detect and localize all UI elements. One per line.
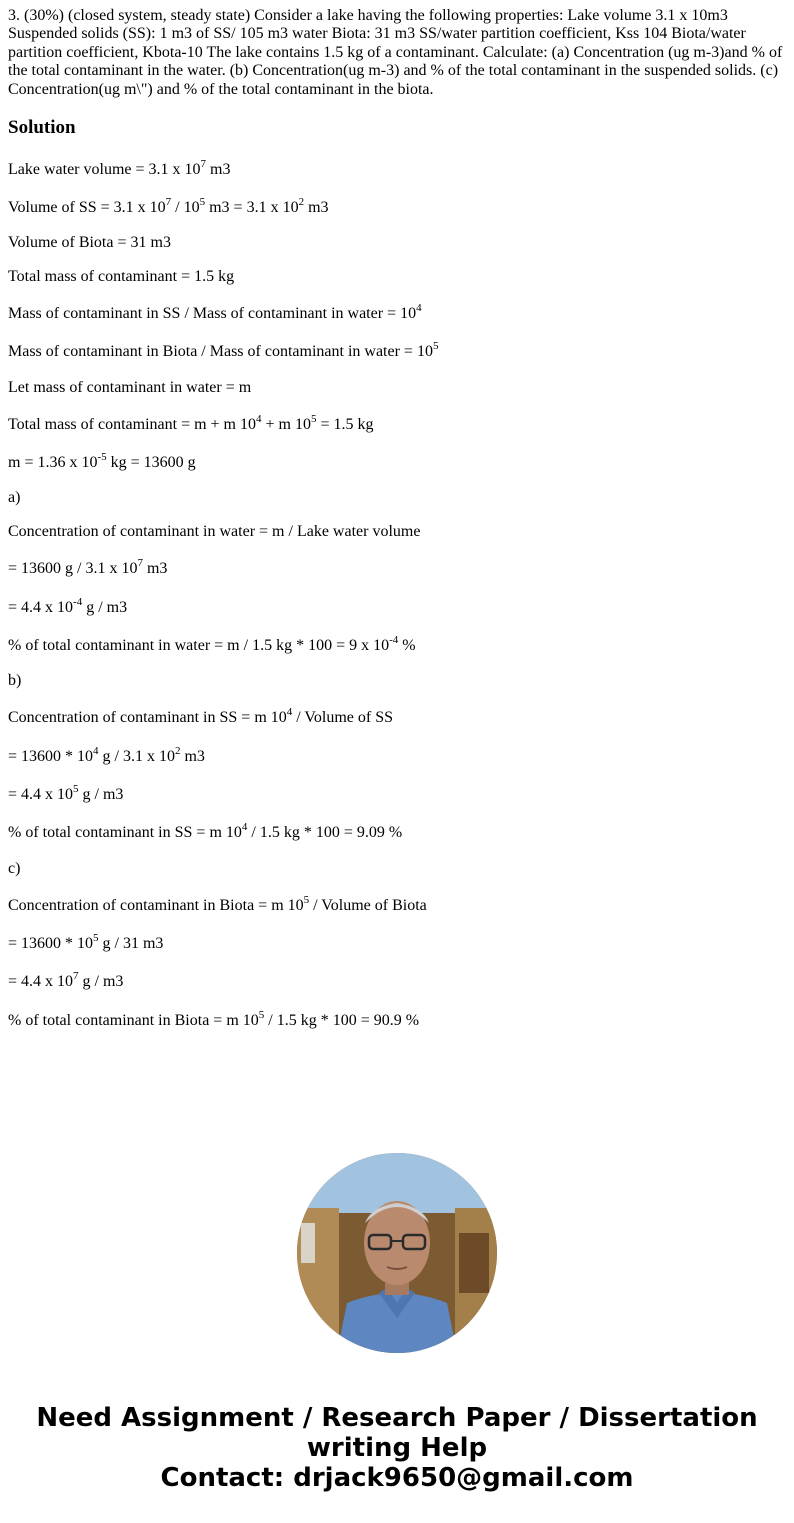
- line-text: % of total contaminant in Biota = m 10: [8, 1012, 259, 1029]
- exponent: 7: [200, 157, 207, 170]
- solution-line: [8, 556, 168, 578]
- solution-line: [8, 969, 124, 991]
- line-text: Let mass of contaminant in water = m: [8, 379, 252, 396]
- line-text: kg = 13600 g: [106, 454, 196, 471]
- exponent: 7: [165, 195, 172, 208]
- exponent: 5: [310, 412, 317, 425]
- line-text: = 4.4 x 10: [8, 786, 74, 803]
- exponent: 4: [241, 820, 248, 833]
- exponent: 2: [298, 195, 305, 208]
- line-text: = 1.5 kg: [316, 416, 374, 433]
- exponent: 7: [73, 969, 79, 982]
- line-text: Concentration of contaminant in SS = m 10: [8, 709, 287, 726]
- line-text: / Volume of Biota: [309, 897, 427, 914]
- solution-line: [8, 339, 439, 361]
- assignment-help-banner: [0, 1403, 794, 1493]
- line-text: g / 3.1 x 10: [98, 748, 175, 765]
- line-text: Lake water volume = 3.1 x 10: [8, 161, 201, 178]
- solution-line: [8, 157, 231, 179]
- line-text: b): [8, 672, 22, 689]
- solution-line: [8, 595, 128, 617]
- solution-line: [8, 860, 20, 878]
- solution-line: [8, 782, 124, 804]
- line-text: g / m3: [78, 973, 124, 990]
- exponent: 5: [93, 931, 99, 944]
- solution-line: [8, 931, 164, 953]
- solution-line: [8, 195, 329, 217]
- solution-line: [8, 523, 420, 541]
- line-text: Mass of contaminant in Biota / Mass of contaminant in water = 10: [8, 343, 433, 360]
- line-text: g / 31 m3: [98, 935, 164, 952]
- solution-line: [8, 820, 403, 842]
- line-text: Total mass of contaminant = 1.5 kg: [8, 268, 235, 285]
- exponent: 4: [256, 412, 262, 425]
- exponent: 4: [93, 744, 99, 757]
- exponent: 4: [286, 705, 293, 718]
- exponent: 5: [73, 782, 79, 795]
- line-text: m3: [180, 748, 205, 765]
- solution-line: [8, 450, 196, 472]
- banner-line-1: Need Assignment / Research Paper / Dissertation: [36, 1403, 758, 1433]
- exponent: 5: [432, 339, 439, 352]
- exponent: -5: [97, 450, 107, 463]
- solution-line: [8, 412, 374, 434]
- line-text: = 4.4 x 10: [8, 973, 74, 990]
- question-text: 3. (30%) (closed system, steady state) Consider a lake having the following properties: Lake volume 3.1 x 10m3 Suspended solids (SS): 1 m3 of SS/ 105 m3 water Biota: 31 m3 SS/water partition coefficient, Kss 104 Biota/water partition coefficient, Kbota-10 The lake contains 1.5 kg of a contaminant. Calculate: (a) Concentration (ug m-3)and % of the total contaminant in the water. (b) Concentration(ug m-3) and % of the total contaminant in the suspended solids. (c) Concentration(ug m\") and % of the total contaminant in the biota.: [8, 7, 783, 98]
- line-text: Volume of SS = 3.1 x 10: [8, 199, 166, 216]
- line-text: Volume of Biota = 31 m3: [8, 234, 171, 251]
- exponent: 5: [258, 1008, 265, 1021]
- exponent: -4: [73, 595, 83, 608]
- solution-line: [8, 489, 20, 507]
- line-text: a): [8, 489, 21, 506]
- line-text: g / m3: [82, 599, 128, 616]
- exponent: 5: [199, 195, 206, 208]
- line-text: + m 10: [261, 416, 311, 433]
- exponent: -4: [389, 633, 399, 646]
- line-text: g / m3: [78, 786, 124, 803]
- line-text: % of total contaminant in SS = m 10: [8, 824, 242, 841]
- solution-line: [8, 379, 251, 397]
- line-text: Concentration of contaminant in Biota = m 10: [8, 897, 304, 914]
- author-avatar: [297, 1153, 497, 1353]
- exponent: 7: [137, 556, 143, 569]
- banner-line-2: writing Help: [306, 1433, 488, 1463]
- line-text: m3: [142, 560, 168, 577]
- line-text: / 10: [171, 199, 200, 216]
- solution-line: [8, 893, 427, 915]
- solution-heading: Solution: [8, 117, 76, 138]
- exponent: 5: [303, 893, 310, 906]
- solution-line: [8, 744, 205, 766]
- line-text: % of total contaminant in water = m / 1.5 kg * 100 = 9 x 10: [8, 637, 390, 654]
- line-text: m3: [304, 199, 329, 216]
- exponent: 4: [416, 301, 422, 314]
- solution-line: [8, 1008, 420, 1030]
- line-text: = 13600 * 10: [8, 935, 94, 952]
- line-text: / 1.5 kg * 100 = 9.09 %: [247, 824, 403, 841]
- line-text: = 4.4 x 10: [8, 599, 74, 616]
- line-text: m = 1.36 x 10: [8, 454, 98, 471]
- line-text: / Volume of SS: [292, 709, 394, 726]
- exponent: 2: [174, 744, 181, 757]
- banner-contact-line: Contact: drjack9650@gmail.com: [160, 1463, 634, 1493]
- line-text: m3: [206, 161, 231, 178]
- line-text: Concentration of contaminant in water = m / Lake water volume: [8, 523, 421, 540]
- line-text: = 13600 g / 3.1 x 10: [8, 560, 138, 577]
- solution-line: [8, 705, 394, 727]
- line-text: = 13600 * 10: [8, 748, 94, 765]
- line-text: c): [8, 860, 21, 877]
- line-text: Total mass of contaminant = m + m 10: [8, 416, 256, 433]
- solution-line: [8, 633, 416, 655]
- line-text: m3 = 3.1 x 10: [205, 199, 299, 216]
- solution-line: [8, 672, 21, 690]
- solution-line: [8, 301, 422, 323]
- line-text: Mass of contaminant in SS / Mass of contaminant in water = 10: [8, 305, 417, 322]
- solution-line: [8, 234, 171, 252]
- line-text: %: [398, 637, 416, 654]
- line-text: / 1.5 kg * 100 = 90.9 %: [264, 1012, 420, 1029]
- solution-line: [8, 268, 234, 286]
